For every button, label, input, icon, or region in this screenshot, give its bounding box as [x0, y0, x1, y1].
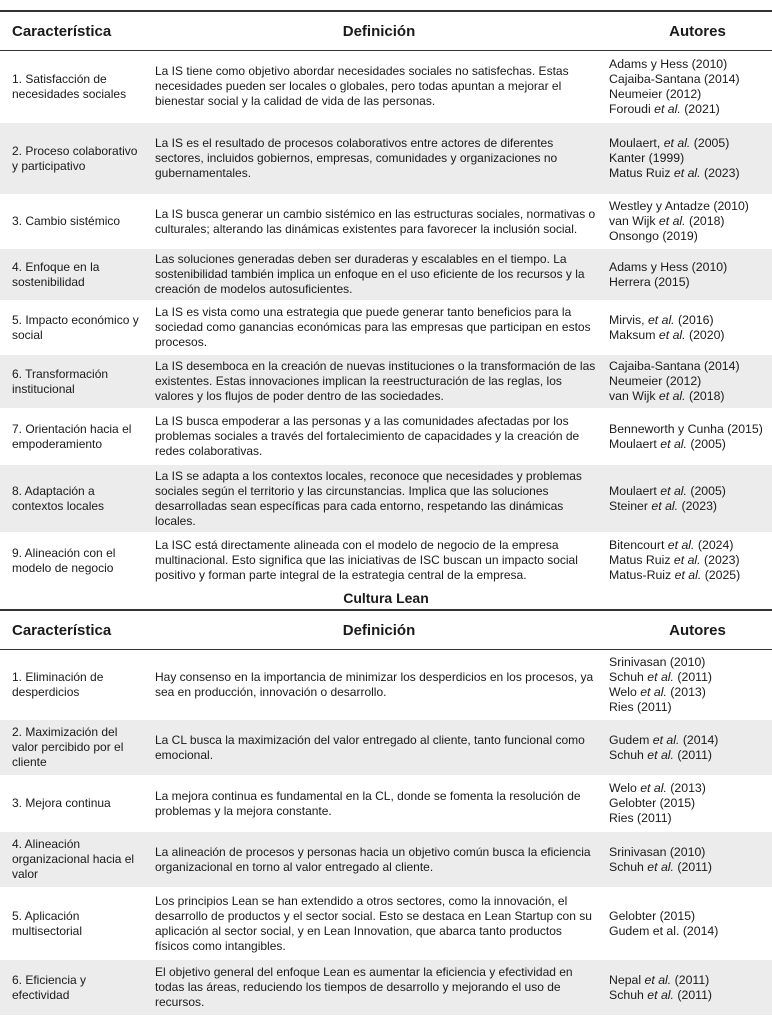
author-citation: Gudem et al. (2014) [609, 923, 719, 938]
table-row [0, 301, 772, 355]
author-citation: van Wijk et al. (2018) [609, 389, 725, 403]
header-definicion: Definición [342, 621, 416, 639]
authors-cell [603, 973, 772, 1003]
table-row [0, 355, 772, 409]
characteristic-cell: 6. Eficiencia y efectividad [12, 972, 87, 1002]
definition-cell: La CL busca la maximización del valor entregado al cliente, tanto funcional como emocional. [155, 732, 585, 762]
table-row [0, 650, 772, 720]
author-citation: Kanter (1999) [609, 151, 685, 165]
author-citation: Nepal et al. (2011) [609, 972, 710, 987]
author-citation: van Wijk et al. (2018) [609, 214, 725, 228]
header-caracteristica: Característica [12, 22, 112, 40]
author-citation: Moulaert, et al. (2005) [609, 136, 730, 150]
author-citation: Mirvis, et al. (2016) [609, 312, 714, 327]
definition-cell: La alineación de procesos y personas hacia un objetivo común busca la eficiencia organizacional en torno al valor entregado al cliente. [155, 844, 591, 874]
author-citation: Cajaiba-Santana (2014) [609, 71, 740, 86]
characteristic-cell: 8. Adaptación a contextos locales [12, 483, 105, 513]
definition-cell: El objetivo general del enfoque Lean es aumentar la eficiencia y efectividad en todas las áreas, reduciendo los tiempos de desarrollo y mejorando el uso de recursos. [155, 965, 573, 1009]
authors-cell [603, 57, 772, 117]
author-citation: Herrera (2015) [609, 274, 690, 289]
table-row [0, 409, 772, 465]
authors-cell [603, 845, 772, 875]
authors-cell [603, 655, 772, 715]
table-row [0, 465, 772, 533]
author-citation: Westley y Antadze (2010) [609, 199, 749, 213]
definition-cell: La ISC está directamente alineada con el modelo de negocio de la empresa multinacional. Esto significa que las iniciativas de ISC buscan un impacto social positivo y forman parte integral de la estrategia central de la empresa. [155, 538, 578, 582]
header-autores: Autores [669, 22, 726, 40]
author-citation: Gelobter (2015) [609, 796, 696, 810]
header-definicion: Definición [342, 22, 416, 40]
authors-cell [603, 260, 772, 290]
definition-cell: La IS es vista como una estrategia que puede generar tanto beneficios para la sociedad como ganancias económicas para las empresas que participan en estos procesos. [155, 305, 591, 349]
authors-cell [603, 733, 772, 763]
author-citation: Ries (2011) [609, 811, 672, 825]
characteristic-cell: 2. Maximización del valor percibido por el cliente [12, 725, 124, 769]
definition-cell: La IS desemboca en la creación de nuevas instituciones o la transformación de las existentes. Estas innovaciones implican la reestructuración de las reglas, los valores y los flujos de poder dentro de las sociedades. [155, 359, 596, 403]
author-citation: Matus Ruiz et al. (2023) [609, 553, 740, 567]
author-citation: Ries (2011) [609, 699, 672, 714]
characteristic-cell: 5. Aplicación multisectorial [12, 908, 83, 938]
definition-cell: La IS es el resultado de procesos colaborativos entre actores de diferentes sectores, incluidos gobiernos, empresas, comunidades y organizaciones no gubernamentales. [155, 136, 558, 180]
table-body [0, 650, 772, 1016]
authors-cell [603, 781, 772, 826]
definition-cell: La IS busca empoderar a las personas y a las comunidades afectadas por los problemas sociales a través del fortalecimiento de capacidades y la creación de redes colaborativas. [155, 414, 580, 458]
authors-cell [603, 136, 772, 181]
author-citation: Maksum et al. (2020) [609, 327, 725, 342]
authors-cell [603, 484, 772, 514]
definition-cell: Las soluciones generadas deben ser duraderas y escalables en el tiempo. La sostenibilidad también implica un enfoque en el uso eficiente de los recursos y la creación de modelos autosuficientes. [155, 252, 585, 296]
author-citation: Welo et al. (2013) [609, 684, 706, 699]
author-citation: Schuh et al. (2011) [609, 747, 713, 762]
characteristic-cell: 6. Transformación institucional [12, 366, 109, 396]
characteristic-cell: 1. Satisfacción de necesidades sociales [12, 71, 127, 101]
table-row [0, 123, 772, 195]
characteristic-cell: 5. Impacto económico y social [12, 312, 139, 342]
authors-cell [603, 538, 772, 583]
author-citation: Matus-Ruiz et al. (2025) [609, 568, 741, 582]
authors-cell [603, 199, 772, 244]
author-citation: Schuh et al. (2011) [609, 669, 713, 684]
authors-cell [603, 909, 772, 939]
author-citation: Cajaiba-Santana (2014) [609, 359, 740, 373]
table-header [0, 10, 772, 51]
definition-cell: La IS busca generar un cambio sistémico en las estructuras sociales, normativas o culturales; alterando las dinámicas existentes para favorecer la inclusión social. [155, 206, 596, 236]
author-citation: Steiner et al. (2023) [609, 498, 718, 513]
table-row [0, 51, 772, 123]
characteristic-cell: 9. Alineación con el modelo de negocio [12, 545, 116, 575]
definition-cell: La mejora continua es fundamental en la CL, donde se fomenta la resolución de problemas y la mejora constante. [155, 788, 581, 818]
table-row [0, 776, 772, 832]
characteristic-cell: 3. Cambio sistémico [12, 214, 121, 228]
characteristic-cell: 3. Mejora continua [12, 796, 111, 810]
definition-cell: La IS se adapta a los contextos locales, reconoce que necesidades y problemas sociales según el territorio y las circunstancias. Implica que las soluciones desarrolladas sean específicas para cada entorno, respetando las dinámicas locales. [155, 468, 582, 528]
definition-cell: Hay consenso en la importancia de minimizar los desperdicios en los procesos, ya sea en producción, innovación o desarrollo. [155, 669, 594, 699]
author-citation: Benneworth y Cunha (2015) [609, 421, 763, 436]
characteristic-cell: 4. Alineación organizacional hacia el valor [12, 837, 135, 881]
table-header [0, 609, 772, 650]
authors-cell [603, 422, 772, 452]
definition-cell: Los principios Lean se han extendido a otros sectores, como la innovación, el desarrollo de productos y el sector social. Esto se destaca en Lean Startup con su aplicación al sector social, y en Lean Innovation, que abarca tanto productos físicos como intangibles. [155, 893, 592, 953]
table-row [0, 720, 772, 776]
table-row [0, 249, 772, 301]
characteristic-cell: 7. Orientación hacia el empoderamiento [12, 421, 132, 451]
table-row [0, 960, 772, 1016]
header-caracteristica: Característica [12, 621, 112, 639]
author-citation: Gelobter (2015) [609, 908, 696, 923]
author-citation: Foroudi et al. (2021) [609, 101, 720, 116]
table-title: Cultura Lean [343, 590, 429, 606]
authors-cell [603, 359, 772, 404]
author-citation: Neumeier (2012) [609, 374, 702, 388]
table-row [0, 195, 772, 249]
author-citation: Schuh et al. (2011) [609, 987, 713, 1002]
author-citation: Onsongo (2019) [609, 229, 698, 243]
author-citation: Srinivasan (2010) [609, 654, 706, 669]
author-citation: Bitencourt et al. (2024) [609, 538, 734, 552]
table-body [0, 51, 772, 589]
characteristic-cell: 2. Proceso colaborativo y participativo [12, 143, 138, 173]
characteristic-cell: 4. Enfoque en la sostenibilidad [12, 259, 100, 289]
author-citation: Gudem et al. (2014) [609, 732, 719, 747]
table-row [0, 533, 772, 589]
author-citation: Moulaert et al. (2005) [609, 436, 726, 451]
header-autores: Autores [669, 621, 726, 639]
author-citation: Welo et al. (2013) [609, 781, 706, 795]
cultura-lean-table [0, 587, 772, 1016]
author-citation: Adams y Hess (2010) [609, 56, 728, 71]
authors-cell [603, 313, 772, 343]
author-citation: Adams y Hess (2010) [609, 259, 728, 274]
innovation-social-table [0, 10, 772, 589]
author-citation: Moulaert et al. (2005) [609, 483, 726, 498]
characteristic-cell: 1. Eliminación de desperdicios [12, 669, 104, 699]
author-citation: Neumeier (2012) [609, 86, 702, 101]
definition-cell: La IS tiene como objetivo abordar necesidades sociales no satisfechas. Estas necesidades pueden ser locales o globales, pero todas apuntan a mejorar el bienestar social y la calidad de vida de las personas. [155, 64, 569, 108]
table-row [0, 832, 772, 888]
table-row [0, 888, 772, 960]
author-citation: Srinivasan (2010) [609, 844, 706, 859]
author-citation: Matus Ruiz et al. (2023) [609, 166, 740, 180]
author-citation: Schuh et al. (2011) [609, 859, 713, 874]
